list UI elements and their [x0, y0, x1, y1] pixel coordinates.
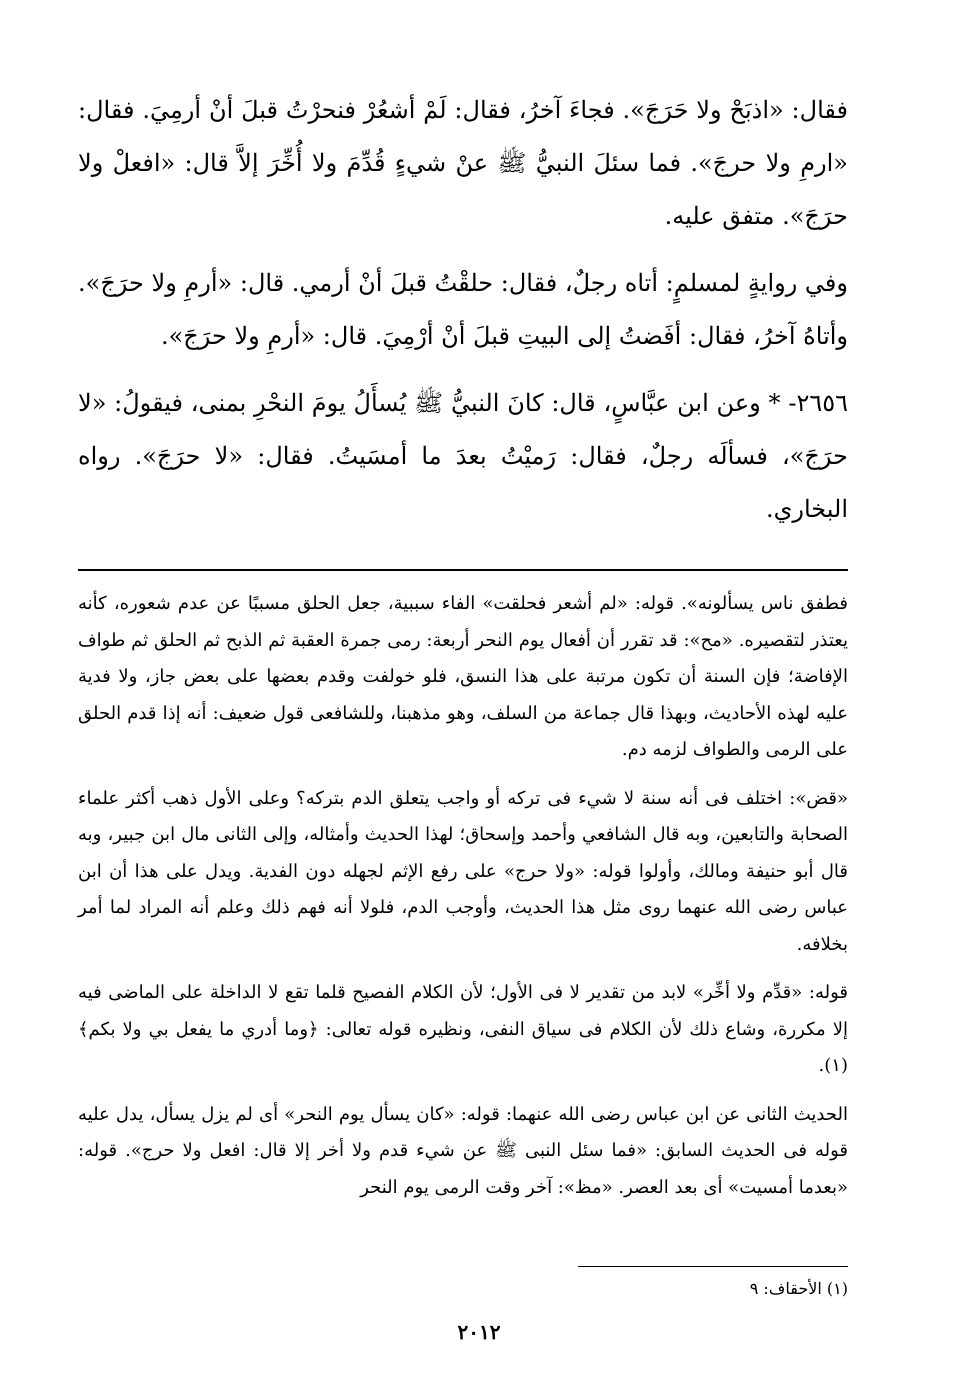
commentary-paragraph: الحديث الثانى عن ابن عباس رضى الله عنهما: قوله: «كان يسأل يوم النحر» أى لم يزل يسأل، يدل عليه قوله فى الحديث السابق: «فما سئل النبى ﷺ عن شيء قدم ولا أخر إلا قال: افعل ولا حرج». قوله: «بعدما أمسيت» أى بعد العصر. «مظ»: آخر وقت الرمى يوم النحر	[78, 1103, 848, 1198]
commentary-paragraph: قوله: «قدِّم ولا أخِّر» لابد من تقدير لا فى الأول؛ لأن الكلام الفصيح قلما تقع لا الداخلة على الماضى فيه إلا مكررة، وشاع ذلك لأن الكلام فى سياق النفى، ونظيره قوله تعالى: ﴿وما أدري ما يفعل بي ولا بكم﴾(١).	[78, 982, 848, 1076]
commentary-text	[78, 586, 848, 1218]
page-number: ٢٠١٢	[457, 1320, 501, 1344]
hadith-paragraph: وفي روايةٍ لمسلمٍ: أتاه رجلٌ، فقال: حلقْتُ قبلَ أنْ أرمي. قال: «أرمِ ولا حرَجَ». وأتاهُ آخرُ، فقال: أفَضتُ إلى البيتِ قبلَ أنْ أرْمِيَ. قال: «أرمِ ولا حرَجَ».	[78, 269, 848, 350]
footnote: (١) الأحقاف: ٩	[749, 1279, 848, 1298]
hadith-paragraph: فقال: «اذبَحْ ولا حَرَجَ». فجاءَ آخرُ، فقال: لَمْ أشعُرْ فنحرْتُ قبلَ أنْ أرمِيَ. فقال: «ارمِ ولا حرجَ». فما سئلَ النبيُّ ﷺ عنْ شيءٍ قُدِّمَ ولا أُخِّرَ إلاَّ قال: «افعلْ ولا حرَجَ». متفق عليه.	[78, 96, 848, 230]
section-divider	[78, 569, 848, 571]
footnote-divider	[578, 1266, 848, 1267]
hadith-paragraph: ٢٦٥٦- * وعن ابن عبَّاسٍ، قال: كانَ النبيُّ ﷺ يُسأَلُ يومَ النحْرِ بمنى، فيقولُ: «لا حرَجَ»، فسألَه رجلٌ، فقال: رَميْتُ بعدَ ما أمسَيتُ. فقال: «لا حرَجَ». رواه البخاري.	[78, 389, 848, 523]
commentary-paragraph: «قض»: اختلف فى أنه سنة لا شيء فى تركه أو واجب يتعلق الدم بتركه؟ وعلى الأول ذهب أكثر علماء الصحابة والتابعين، وبه قال الشافعي وأحمد وإسحاق؛ لهذا الحديث وأمثاله، وإلى الثانى مال ابن جبير، وبه قال أبو حنيفة ومالك، وأولوا قوله: «ولا حرج» على رفع الإثم لجهله دون الفدية. ويدل على هذا أن ابن عباس رضى الله عنهما روى مثل هذا الحديث، وأوجب الدم، فلولا أنه فهم ذلك وعلم أنه المراد لما أمر بخلافه.	[78, 787, 848, 955]
commentary-paragraph: فطفق ناس يسألونه». قوله: «لم أشعر فحلقت» الفاء سببية، جعل الحلق مسببًا عن عدم شعوره، كأنه يعتذر لتقصيره. «مح»: قد تقرر أن أفعال يوم النحر أربعة: رمى جمرة العقبة ثم الذبح ثم الحلق ثم طواف الإفاضة؛ فإن السنة أن تكون مرتبة على هذا النسق، فلو خولفت وقدم بعضها على بعض جاز، ولا فدية عليه لهذه الأحاديث، وبهذا قال جماعة من السلف، وهو مذهبنا، وللشافعى قول ضعيف: أنه إذا قدم الحلق على الرمى والطواف لزمه دم.	[78, 593, 848, 760]
hadith-text	[78, 84, 848, 550]
